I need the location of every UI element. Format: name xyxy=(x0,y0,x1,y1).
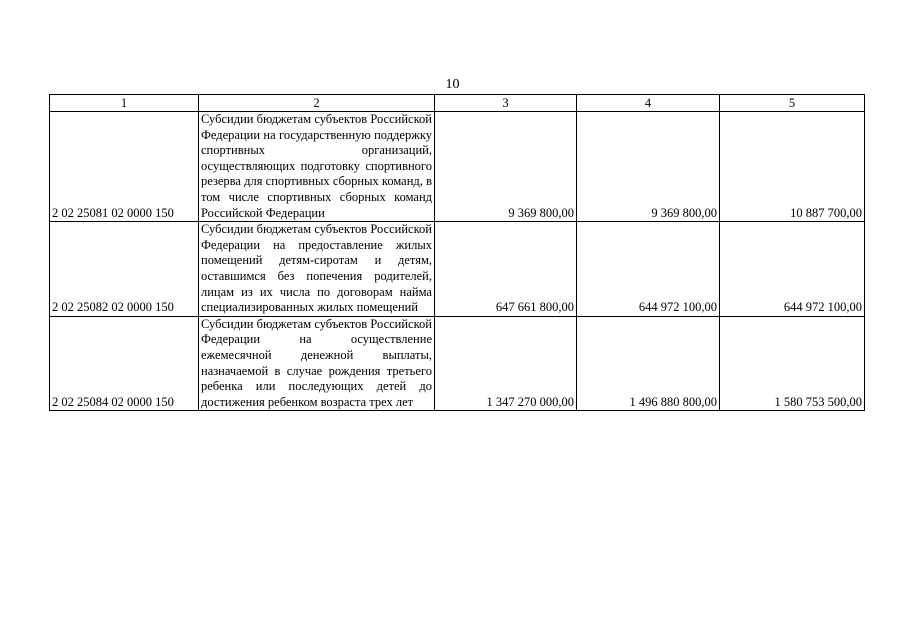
amount-col-5: 10 887 700,00 xyxy=(720,112,865,222)
description: Субсидии бюджетам субъектов Российской Федерации на государственную поддержку спортивных организаций, осуществляющих подготовку спортивного резерва для спортивных сборных команд, в том числе спортивных сборных команд Российской Федерации xyxy=(199,112,435,222)
amount-col-4: 9 369 800,00 xyxy=(577,112,720,222)
amount-col-4: 1 496 880 800,00 xyxy=(577,316,720,411)
budget-code: 2 02 25084 02 0000 150 xyxy=(50,316,199,411)
column-header-3: 3 xyxy=(435,95,577,112)
budget-table xyxy=(49,94,865,411)
column-header-1: 1 xyxy=(50,95,199,112)
table-row xyxy=(50,222,865,317)
table-row xyxy=(50,316,865,411)
header-row xyxy=(50,95,865,112)
table-row xyxy=(50,112,865,222)
column-header-5: 5 xyxy=(720,95,865,112)
description: Субсидии бюджетам субъектов Российской Федерации на предоставление жилых помещений детям-сиротам и детям, оставшимся без попечения родителей, лицам из их числа по договорам найма специализированных жилых помещений xyxy=(199,222,435,317)
page-number: 10 xyxy=(445,77,460,92)
amount-col-3: 1 347 270 000,00 xyxy=(435,316,577,411)
description: Субсидии бюджетам субъектов Российской Федерации на осуществление ежемесячной денежной выплаты, назначаемой в случае рождения третьего ребенка или последующих детей до достижения ребенком возраста трех лет xyxy=(199,316,435,411)
amount-col-5: 1 580 753 500,00 xyxy=(720,316,865,411)
column-header-2: 2 xyxy=(199,95,435,112)
amount-col-3: 647 661 800,00 xyxy=(435,222,577,317)
budget-code: 2 02 25081 02 0000 150 xyxy=(50,112,199,222)
amount-col-3: 9 369 800,00 xyxy=(435,112,577,222)
budget-code: 2 02 25082 02 0000 150 xyxy=(50,222,199,317)
amount-col-5: 644 972 100,00 xyxy=(720,222,865,317)
amount-col-4: 644 972 100,00 xyxy=(577,222,720,317)
column-header-4: 4 xyxy=(577,95,720,112)
